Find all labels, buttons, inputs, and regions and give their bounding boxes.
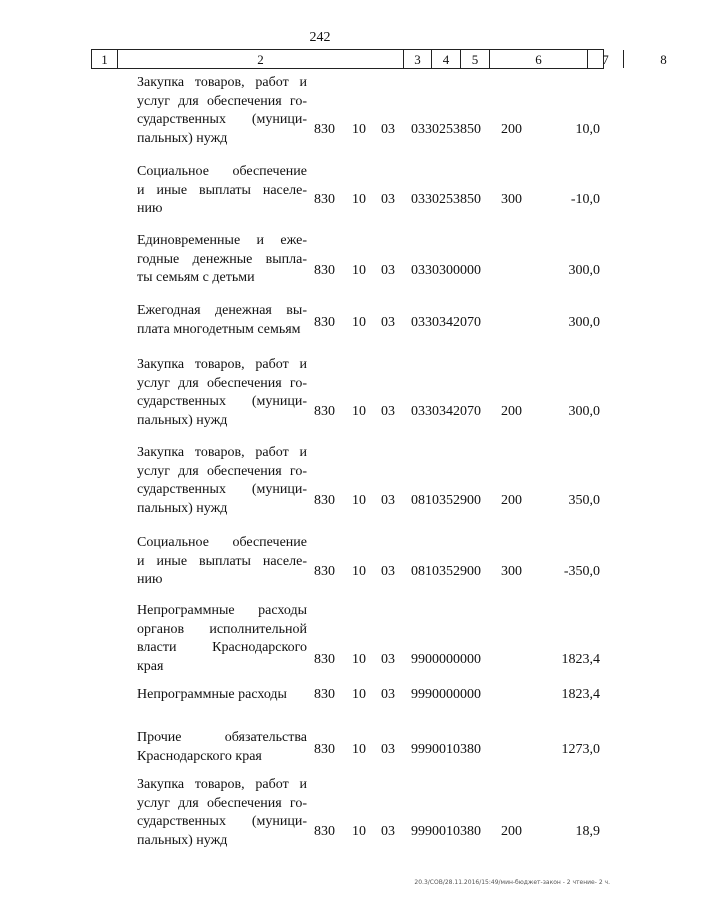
cell-c6: 0810352900 — [411, 564, 481, 579]
description-line: Ежегодная денежная вы- — [137, 303, 307, 318]
description-line: пальных) нужд — [137, 832, 228, 848]
cell-c3: 830 — [314, 652, 335, 667]
description-line: Краснодарского края — [137, 748, 262, 764]
row-description — [137, 602, 307, 676]
cell-c5: 03 — [381, 122, 395, 137]
cell-c6: 0330342070 — [411, 315, 481, 330]
cell-c4: 10 — [352, 687, 366, 702]
description-line: услуг для обеспечения го- — [137, 375, 307, 391]
cell-c8: 300,0 — [568, 263, 600, 278]
cell-c4: 10 — [352, 564, 366, 579]
header-col-3: 3 — [403, 50, 431, 68]
description-line: Прочие обязательства — [137, 730, 307, 745]
cell-c6: 9990000000 — [411, 687, 481, 702]
cell-c5: 03 — [381, 824, 395, 839]
header-col-8: 8 — [623, 50, 703, 68]
description-line: и иные выплаты населе- — [137, 553, 307, 569]
description-line: Непрограммные расходы — [137, 687, 287, 702]
cell-c7: 200 — [501, 824, 522, 839]
cell-c3: 830 — [314, 192, 335, 207]
cell-c3: 830 — [314, 824, 335, 839]
cell-c6: 0330342070 — [411, 404, 481, 419]
cell-c8: 10,0 — [575, 122, 600, 137]
row-description — [137, 232, 307, 288]
description-line: Социальное обеспечение — [137, 164, 307, 179]
header-col-2: 2 — [117, 50, 403, 68]
description-line: плата многодетным семьям — [137, 321, 301, 337]
description-line: услуг для обеспечения го- — [137, 795, 307, 811]
cell-c8: -10,0 — [570, 192, 600, 207]
cell-c4: 10 — [352, 652, 366, 667]
description-line: ты семьям с детьми — [137, 270, 255, 285]
cell-c7: 200 — [501, 122, 522, 137]
cell-c4: 10 — [352, 263, 366, 278]
cell-c4: 10 — [352, 493, 366, 508]
cell-c6: 9900000000 — [411, 652, 481, 667]
cell-c8: 1823,4 — [561, 687, 600, 702]
cell-c8: 18,9 — [575, 824, 600, 839]
cell-c6: 0330253850 — [411, 192, 481, 207]
header-col-5: 5 — [460, 50, 489, 68]
cell-c3: 830 — [314, 493, 335, 508]
cell-c8: 1823,4 — [561, 652, 600, 667]
cell-c8: 1273,0 — [561, 742, 600, 757]
description-line: Закупка товаров, работ и — [137, 777, 307, 792]
footer-stamp: 20.3/СОВ/28.11.2016/15:49/мин-бюджет-закон - 2 чтение- 2 ч. — [414, 879, 610, 886]
description-line: сударственных (муници- — [137, 112, 307, 127]
cell-c8: 300,0 — [568, 404, 600, 419]
cell-c7: 200 — [501, 404, 522, 419]
cell-c4: 10 — [352, 122, 366, 137]
row-description — [137, 686, 307, 705]
row-description — [137, 776, 307, 850]
cell-c5: 03 — [381, 564, 395, 579]
cell-c5: 03 — [381, 315, 395, 330]
cell-c5: 03 — [381, 404, 395, 419]
cell-c7: 300 — [501, 564, 522, 579]
description-line: Единовременные и еже- — [137, 233, 307, 248]
description-line: Закупка товаров, работ и — [137, 445, 307, 460]
description-line: услуг для обеспечения го- — [137, 463, 307, 479]
cell-c7: 300 — [501, 192, 522, 207]
cell-c5: 03 — [381, 687, 395, 702]
description-line: власти Краснодарского — [137, 640, 307, 655]
cell-c6: 0330300000 — [411, 263, 481, 278]
cell-c4: 10 — [352, 404, 366, 419]
cell-c4: 10 — [352, 742, 366, 757]
description-line: Непрограммные расходы — [137, 603, 307, 618]
row-description — [137, 302, 307, 339]
cell-c3: 830 — [314, 564, 335, 579]
header-col-7: 7 — [587, 50, 623, 68]
cell-c3: 830 — [314, 687, 335, 702]
description-line: Закупка товаров, работ и — [137, 75, 307, 90]
header-col-4: 4 — [431, 50, 460, 68]
row-description — [137, 534, 307, 590]
description-line: нию — [137, 572, 163, 587]
cell-c8: 350,0 — [568, 493, 600, 508]
page-number: 242 — [309, 30, 331, 45]
row-description — [137, 74, 307, 148]
cell-c3: 830 — [314, 404, 335, 419]
description-line: Социальное обеспечение — [137, 535, 307, 550]
row-description — [137, 356, 307, 430]
table-header — [91, 49, 667, 69]
cell-c6: 0810352900 — [411, 493, 481, 508]
cell-c6: 9990010380 — [411, 742, 481, 757]
description-line: Закупка товаров, работ и — [137, 357, 307, 372]
description-line: нию — [137, 201, 163, 216]
cell-c5: 03 — [381, 263, 395, 278]
cell-c5: 03 — [381, 192, 395, 207]
description-line: пальных) нужд — [137, 130, 228, 146]
cell-c4: 10 — [352, 824, 366, 839]
cell-c8: -350,0 — [563, 564, 600, 579]
description-line: и иные выплаты населе- — [137, 182, 307, 198]
description-line: края — [137, 658, 164, 674]
header-col-1: 1 — [101, 52, 108, 67]
row-description — [137, 729, 307, 766]
description-line: сударственных (муници- — [137, 394, 307, 409]
description-line: сударственных (муници- — [137, 482, 307, 497]
cell-c5: 03 — [381, 493, 395, 508]
cell-c7: 200 — [501, 493, 522, 508]
description-line: пальных) нужд — [137, 412, 228, 428]
description-line: органов исполнительной — [137, 621, 307, 637]
header-col-6: 6 — [489, 50, 587, 68]
description-line: пальных) нужд — [137, 500, 228, 516]
description-line: годные денежные выпла- — [137, 251, 307, 267]
cell-c8: 300,0 — [568, 315, 600, 330]
description-line: сударственных (муници- — [137, 814, 307, 829]
row-description — [137, 444, 307, 518]
cell-c3: 830 — [314, 742, 335, 757]
row-description — [137, 163, 307, 219]
cell-c4: 10 — [352, 192, 366, 207]
cell-c5: 03 — [381, 742, 395, 757]
description-line: услуг для обеспечения го- — [137, 93, 307, 109]
cell-c6: 9990010380 — [411, 824, 481, 839]
cell-c5: 03 — [381, 652, 395, 667]
cell-c3: 830 — [314, 315, 335, 330]
cell-c3: 830 — [314, 263, 335, 278]
cell-c3: 830 — [314, 122, 335, 137]
cell-c6: 0330253850 — [411, 122, 481, 137]
cell-c4: 10 — [352, 315, 366, 330]
